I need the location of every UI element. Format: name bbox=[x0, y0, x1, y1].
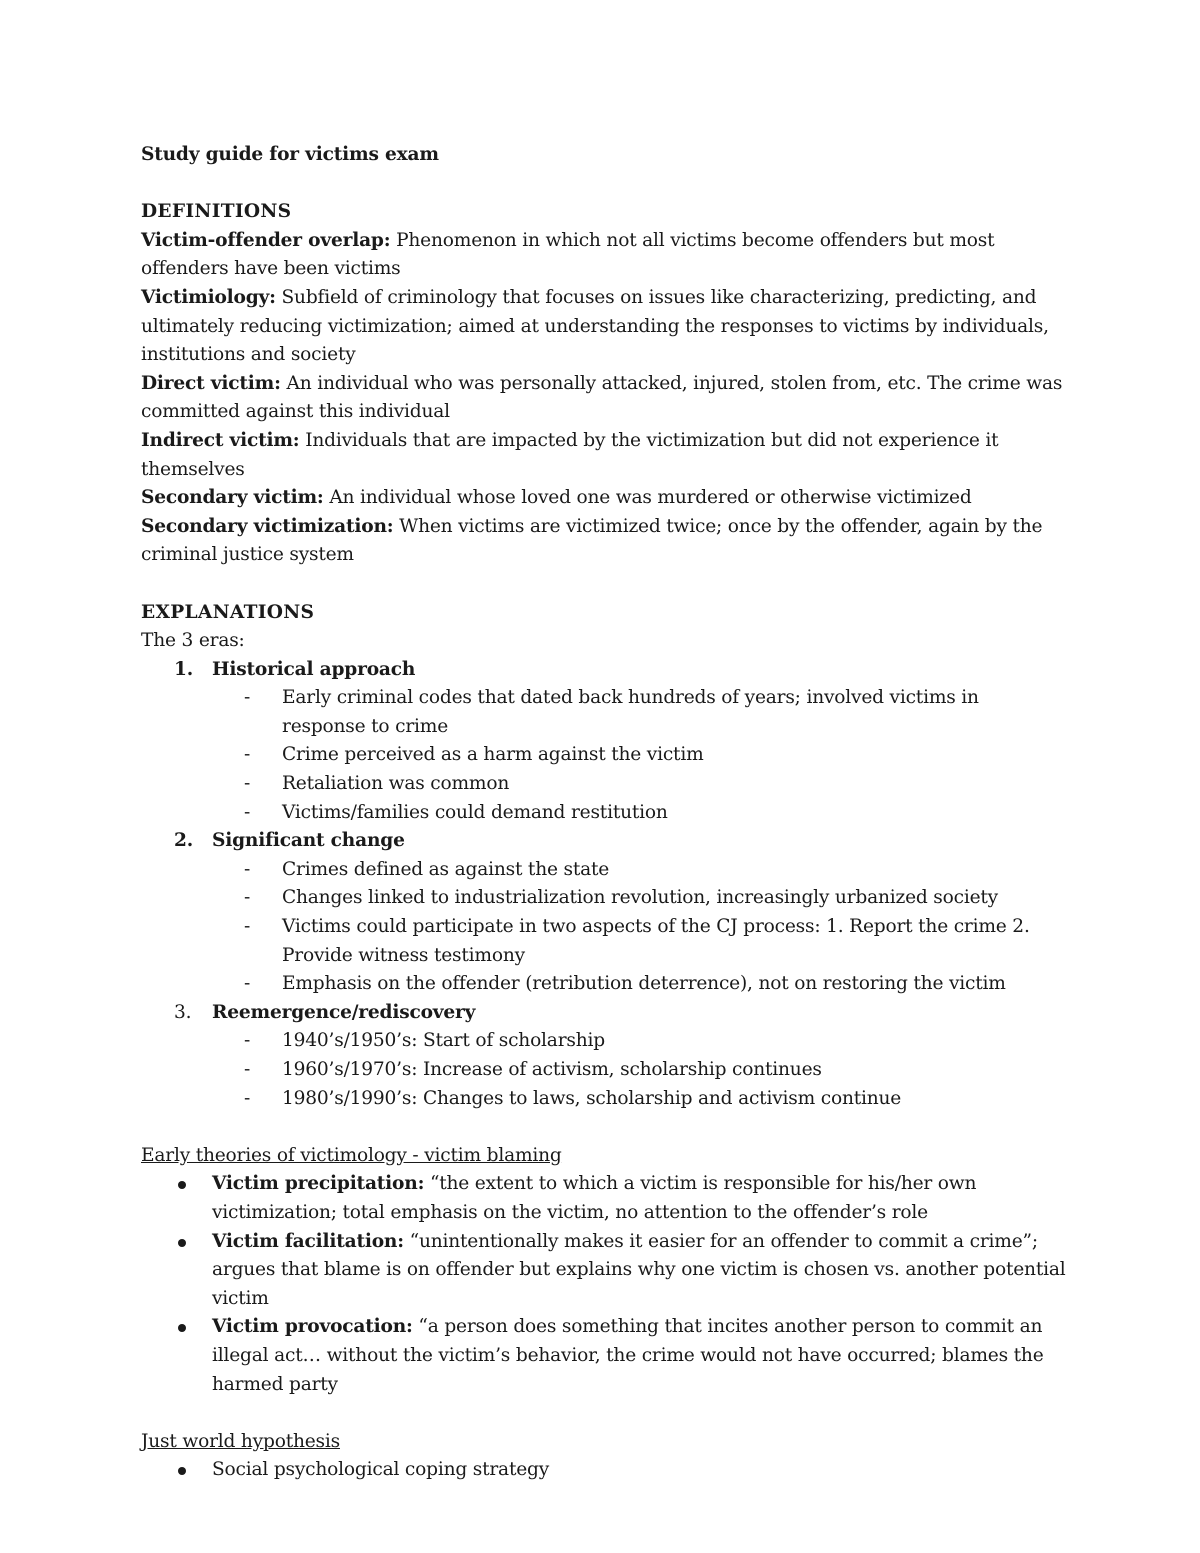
dash-marker: - bbox=[244, 973, 251, 995]
era-point-text: 1980’s/1990’s: Changes to laws, scholarship and activism continue bbox=[282, 1087, 902, 1109]
era-point-text: Early criminal codes that dated back hundreds of years; involved victims in response to crime bbox=[282, 687, 979, 737]
definition-text: Phenomenon in which not all victims become offenders but most offenders have been victims bbox=[141, 229, 995, 280]
definition-term: Direct victim: bbox=[141, 372, 281, 394]
eras-intro: The 3 eras: bbox=[141, 630, 245, 652]
era-point bbox=[141, 1056, 1066, 1085]
definitions-list bbox=[141, 227, 1066, 570]
spacer bbox=[141, 570, 1066, 599]
dash-marker: - bbox=[244, 1087, 251, 1109]
definition-term: Victim-offender overlap: bbox=[141, 229, 391, 251]
early-theories-heading: Early theories of victimology - victim blaming bbox=[141, 1144, 562, 1166]
era-number: 3. bbox=[174, 1001, 192, 1023]
definition-text: An individual who was personally attacked, injured, stolen from, etc. The crime was committed against this individual bbox=[141, 372, 1063, 423]
just-world-list bbox=[141, 1456, 1066, 1485]
spacer bbox=[141, 170, 1066, 199]
era-point bbox=[141, 884, 1066, 913]
era-number: 1. bbox=[174, 658, 194, 680]
definition-text: An individual whose loved one was murdered or otherwise victimized bbox=[323, 487, 972, 509]
eras-list bbox=[141, 656, 1066, 1114]
dash-marker: - bbox=[244, 773, 251, 795]
era-item bbox=[141, 999, 1066, 1113]
theory-term: Victim provocation: bbox=[212, 1316, 413, 1338]
era-number: 2. bbox=[174, 830, 194, 852]
dash-marker: - bbox=[244, 1059, 251, 1080]
era-point bbox=[141, 1027, 1066, 1056]
era-point bbox=[141, 856, 1066, 885]
era-point-text: Changes linked to industrialization revolution, increasingly urbanized society bbox=[282, 887, 998, 909]
explanations-heading: EXPLANATIONS bbox=[141, 601, 315, 623]
era-point-text: 1940’s/1950’s: Start of scholarship bbox=[282, 1030, 605, 1052]
era-point-text: Retaliation was common bbox=[282, 773, 510, 795]
definition-item bbox=[141, 427, 1066, 484]
theory-text: “a person does something that incites another person to commit an illegal act… without the victim’s behavior, the crime would not have occurred; blames the harmed party bbox=[212, 1316, 1044, 1395]
era-point-text: 1960’s/1970’s: Increase of activism, scholarship continues bbox=[282, 1059, 822, 1080]
era-title: Historical approach bbox=[212, 658, 416, 680]
dash-marker: - bbox=[244, 916, 251, 938]
definition-text: Individuals that are impacted by the victimization but did not experience it themselves bbox=[141, 429, 999, 480]
dash-marker: - bbox=[244, 1030, 251, 1052]
dash-marker: - bbox=[244, 801, 251, 823]
theory-term: Victim facilitation: bbox=[212, 1230, 404, 1252]
era-point bbox=[141, 770, 1066, 799]
definition-text: When victims are victimized twice; once by the offender, again by the criminal justice system bbox=[141, 515, 1043, 566]
definition-item bbox=[141, 227, 1066, 284]
just-world-item bbox=[141, 1456, 1066, 1485]
theory-item bbox=[141, 1170, 1066, 1227]
just-world-heading: Just world hypothesis bbox=[141, 1430, 340, 1452]
era-points bbox=[141, 856, 1066, 999]
era-item bbox=[141, 656, 1066, 828]
theory-text: “unintentionally makes it easier for an offender to commit a crime”; argues that blame is on offender but explains why one victim is chosen vs. another potential victim bbox=[212, 1230, 1066, 1309]
dash-marker: - bbox=[244, 744, 251, 766]
definition-item bbox=[141, 513, 1066, 570]
era-point-text: Victims/families could demand restitution bbox=[282, 801, 668, 823]
dash-marker: - bbox=[244, 858, 251, 880]
bullet-dot-icon bbox=[178, 1467, 186, 1475]
just-world-text: Social psychological coping strategy bbox=[212, 1459, 550, 1481]
definitions-heading: DEFINITIONS bbox=[141, 201, 292, 223]
definition-term: Secondary victimization: bbox=[141, 515, 394, 537]
era-point bbox=[141, 799, 1066, 828]
era-points bbox=[141, 1027, 1066, 1113]
era-point-text: Crime perceived as a harm against the victim bbox=[282, 744, 704, 766]
era-point bbox=[141, 1085, 1066, 1114]
era-point-text: Emphasis on the offender (retribution deterrence), not on restoring the victim bbox=[282, 973, 1006, 995]
bullet-dot-icon bbox=[178, 1324, 186, 1332]
era-point-text: Crimes defined as against the state bbox=[282, 858, 610, 880]
definition-term: Victimiology: bbox=[141, 286, 276, 308]
theory-item bbox=[141, 1228, 1066, 1314]
spacer bbox=[141, 1399, 1066, 1428]
dash-marker: - bbox=[244, 687, 251, 709]
era-point bbox=[141, 741, 1066, 770]
era-item bbox=[141, 827, 1066, 999]
era-title: Significant change bbox=[212, 830, 405, 852]
era-point-text: Victims could participate in two aspects of the CJ process: 1. Report the crime 2. Provide witness testimony bbox=[282, 916, 1030, 966]
definition-term: Secondary victim: bbox=[141, 487, 324, 509]
era-point bbox=[141, 970, 1066, 999]
theory-text: “the extent to which a victim is responsible for his/her own victimization; total emphasis on the victim, no attention to the offender’s role bbox=[212, 1173, 977, 1223]
definition-text: Subfield of criminology that focuses on issues like characterizing, predicting, and ultimately reducing victimization; aimed at understanding the responses to victims by individuals, institutions and society bbox=[141, 286, 1049, 366]
era-point bbox=[141, 913, 1066, 970]
document-page bbox=[141, 141, 1066, 1485]
era-points bbox=[141, 684, 1066, 827]
document-title: Study guide for victims exam bbox=[141, 144, 439, 165]
spacer bbox=[141, 1113, 1066, 1142]
era-title: Reemergence/rediscovery bbox=[212, 1001, 476, 1023]
theory-item bbox=[141, 1313, 1066, 1399]
definition-item bbox=[141, 484, 1066, 513]
early-theories-list bbox=[141, 1170, 1066, 1399]
definition-item bbox=[141, 284, 1066, 370]
bullet-dot-icon bbox=[178, 1181, 186, 1189]
bullet-dot-icon bbox=[178, 1239, 186, 1247]
definition-item bbox=[141, 370, 1066, 427]
era-point bbox=[141, 684, 1066, 741]
theory-term: Victim precipitation: bbox=[212, 1173, 425, 1195]
dash-marker: - bbox=[244, 887, 251, 909]
definition-term: Indirect victim: bbox=[141, 429, 300, 451]
